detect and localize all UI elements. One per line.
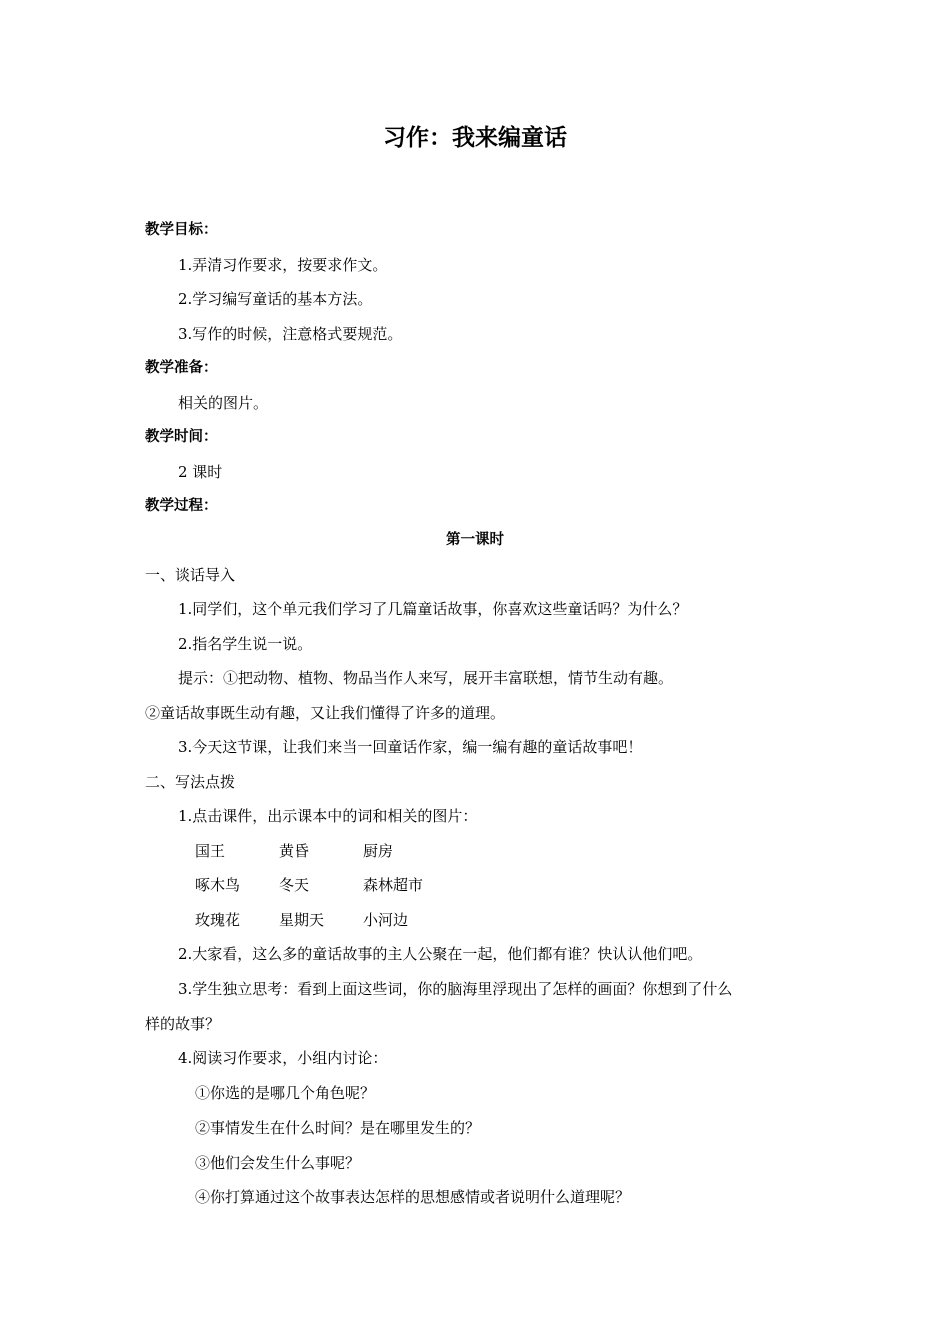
discussion-question: ③他们会发生什么事呢？: [195, 1154, 361, 1172]
preparation-heading: 教学准备：: [145, 360, 218, 376]
page-title: 习作：我来编童话: [383, 125, 567, 151]
part1-hint: 提示：①把动物、植物、物品当作人来写，展开丰富联想，情节生动有趣。: [178, 669, 674, 687]
part1-heading: 一、谈话导入: [145, 566, 236, 584]
part1-item: 1.同学们，这个单元我们学习了几篇童话故事，你喜欢这些童话吗？为什么？: [178, 600, 688, 618]
word-cell: 星期天: [279, 911, 325, 929]
discussion-question: ①你选的是哪几个角色呢？: [195, 1084, 376, 1102]
objective-item: 3.写作的时候，注意格式要规范。: [178, 325, 403, 343]
discussion-question: ④你打算通过这个故事表达怎样的思想感情或者说明什么道理呢？: [195, 1188, 631, 1206]
part2-item: 3.学生独立思考：看到上面这些词，你的脑海里浮现出了怎样的画面？你想到了什么: [178, 980, 733, 998]
part2-item: 2.大家看，这么多的童话故事的主人公聚在一起，他们都有谁？快认认他们吧。: [178, 945, 703, 963]
word-cell: 黄昏: [279, 842, 310, 860]
word-cell: 啄木鸟: [195, 876, 241, 894]
word-cell: 森林超市: [363, 876, 424, 894]
part2-heading: 二、写法点拨: [145, 773, 236, 791]
word-cell: 冬天: [279, 876, 310, 894]
preparation-text: 相关的图片。: [178, 394, 269, 412]
discussion-question: ②事情发生在什么时间？是在哪里发生的？: [195, 1119, 481, 1137]
part1-item: 3.今天这节课，让我们来当一回童话作家，编一编有趣的童话故事吧！: [178, 738, 643, 756]
process-heading: 教学过程：: [145, 498, 218, 514]
time-text: 2 课时: [178, 463, 223, 481]
time-heading: 教学时间：: [145, 429, 218, 445]
objective-item: 1.弄清习作要求，按要求作文。: [178, 256, 388, 274]
word-cell: 玫瑰花: [195, 911, 241, 929]
word-cell: 厨房: [363, 842, 394, 860]
part2-item-continued: 样的故事？: [145, 1015, 221, 1033]
word-cell: 国王: [195, 842, 226, 860]
part2-item: 1.点击课件，出示课本中的词和相关的图片：: [178, 807, 478, 825]
lesson-title: 第一课时: [446, 532, 504, 548]
objectives-heading: 教学目标：: [145, 222, 218, 238]
part2-item: 4.阅读习作要求，小组内讨论：: [178, 1049, 388, 1067]
part1-item: 2.指名学生说一说。: [178, 635, 313, 653]
word-cell: 小河边: [363, 911, 409, 929]
objective-item: 2.学习编写童话的基本方法。: [178, 290, 373, 308]
part1-hint-continued: ②童话故事既生动有趣，又让我们懂得了许多的道理。: [145, 704, 506, 722]
